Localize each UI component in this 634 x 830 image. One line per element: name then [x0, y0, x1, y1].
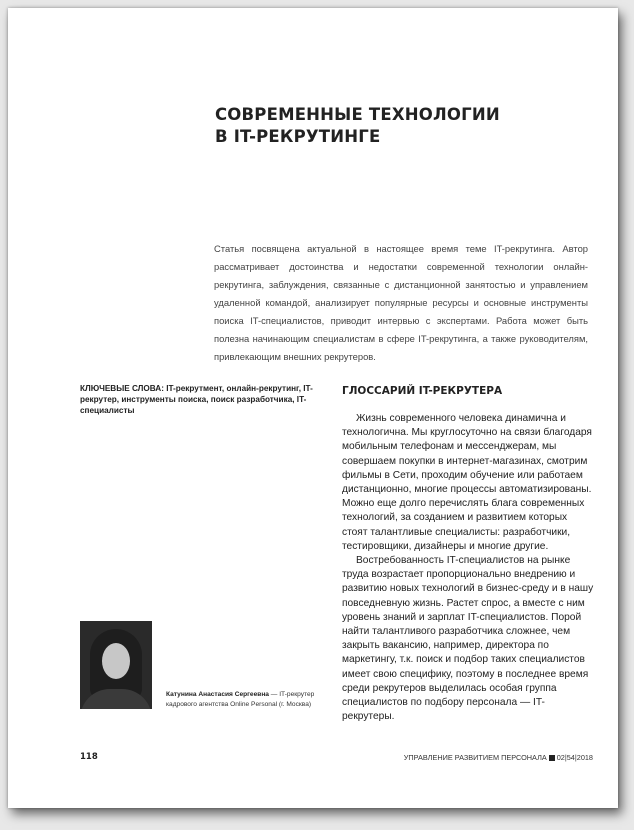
square-icon — [549, 755, 555, 761]
section-heading: ГЛОССАРИЙ IT-РЕКРУТЕРА — [342, 385, 503, 397]
paragraph: Жизнь современного человека динамична и технологична. Мы круглосуточно на связи благодаря мобильным телефонам и мессенджерам, мы совершаем покупки в интернет-магазинах, смотрим фильмы в Сети, проходим обучение или работаем дистанционно, многие процессы автоматизированы. Можно еще долго перечислять блага современных технологий, за созданием и развитием которых стоят талантливые специалисты: разработчики, тестировщики, дизайнеры и многие другие. — [342, 413, 592, 552]
author-info — [166, 690, 336, 709]
author-name: Катунина Анастасия Сергеевна — [166, 691, 269, 698]
article-abstract: Статья посвящена актуальной в настоящее время теме IT-рекрутинга. Автор рассматривает достоинства и недостатки современной технологии онлайн-рекрутинга, заблуждения, связанные с дистанционной занятостью и управлением удаленной командой, анализирует популярные ресурсы и основные инструменты поиска IT-специалистов, приводит интервью с экспертами. Работа может быть полезна начинающим специалистам в сфере IT-рекрутинга, а также руководителям, привлекающим внешних рекрутеров. — [214, 243, 588, 362]
journal-name: УПРАВЛЕНИЕ РАЗВИТИЕМ ПЕРСОНАЛА — [403, 753, 547, 762]
title-line-1: СОВРЕМЕННЫЕ ТЕХНОЛОГИИ — [215, 105, 500, 124]
article-title — [215, 104, 535, 148]
running-footer — [403, 753, 593, 762]
paragraph: Востребованность IT-специалистов на рынке труда возрастает пропорционально внедрению и развитию новых технологий в бизнес-среду и в нашу повседневную жизнь. Растет спрос, а вместе с ним уровень знаний и зарплат IT-специалистов. Порой найти талантливого разработчика сложнее, чем закрыть вакансию, например, директора по маркетингу, т.к. поиск и подбор таких специалистов имеет свою специфику, поэтому в последнее время среди рекрутеров выделилась особая группа специалистов по подбору персонала — IT-рекрутеры. — [342, 555, 594, 723]
page-number: 118 — [80, 752, 98, 762]
author-description: — IT-рекрутер кадрового агентства Online Personal (г. Москва) — [166, 691, 315, 708]
page — [8, 8, 618, 808]
title-line-2: В IT-РЕКРУТИНГЕ — [215, 127, 381, 146]
issue-number: 02|54|2018 — [556, 753, 593, 762]
author-photo — [80, 621, 152, 709]
keywords: КЛЮЧЕВЫЕ СЛОВА: IT-рекрутмент, онлайн-рекрутинг, IT-рекрутер, инструменты поиска, поиск разработчика, IT-специалисты — [80, 384, 313, 415]
section-body — [342, 412, 594, 724]
